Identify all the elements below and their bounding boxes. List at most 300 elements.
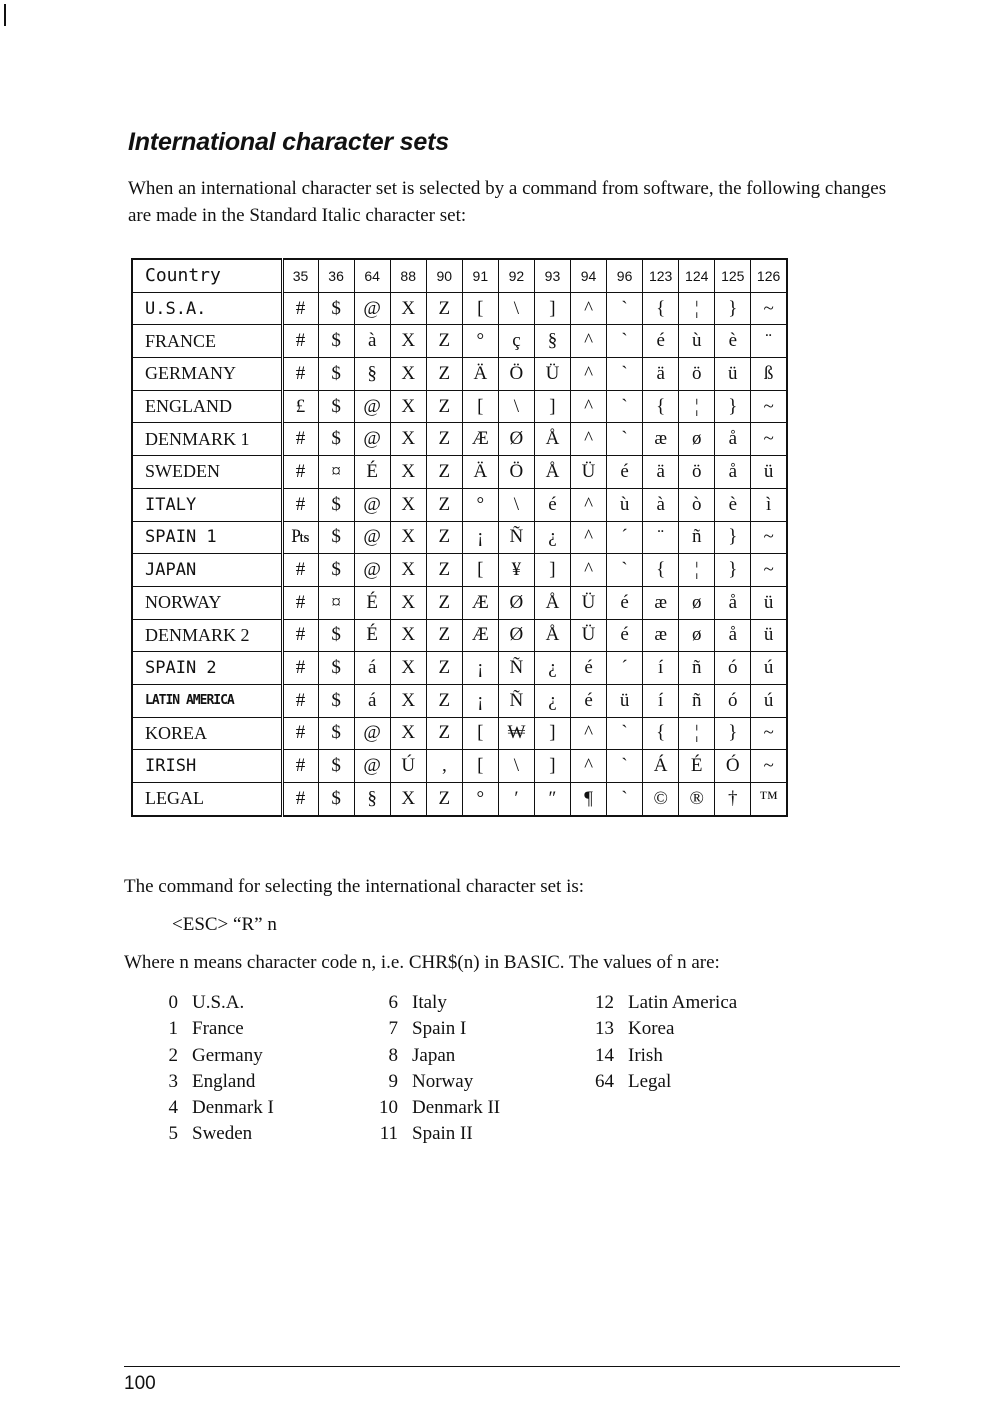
char-cell: # — [282, 554, 318, 587]
char-cell: ç — [498, 325, 534, 358]
value-number: 8 — [388, 1044, 398, 1066]
char-cell: Z — [426, 423, 462, 456]
char-cell: Á — [643, 750, 679, 783]
code-header: 64 — [354, 259, 390, 292]
char-cell: $ — [318, 783, 354, 816]
char-cell: é — [643, 325, 679, 358]
code-header: 96 — [607, 259, 643, 292]
char-cell: ~ — [751, 521, 787, 554]
char-cell: Z — [426, 717, 462, 750]
char-cell: X — [390, 717, 426, 750]
char-cell: # — [282, 456, 318, 489]
value-item — [368, 1095, 500, 1121]
char-cell: @ — [354, 750, 390, 783]
char-cell: é — [607, 586, 643, 619]
char-cell: # — [282, 717, 318, 750]
char-cell: [ — [462, 390, 498, 423]
value-number: 3 — [168, 1070, 178, 1092]
char-cell: © — [643, 783, 679, 816]
char-cell: ì — [751, 488, 787, 521]
country-cell: FRANCE — [132, 325, 282, 358]
char-cell: ó — [715, 684, 751, 717]
char-cell: å — [715, 456, 751, 489]
char-cell: ` — [607, 554, 643, 587]
char-cell: † — [715, 783, 751, 816]
value-number: 12 — [595, 992, 614, 1013]
char-cell: Z — [426, 488, 462, 521]
value-number: 7 — [388, 1018, 398, 1040]
char-cell: X — [390, 423, 426, 456]
value-name: Spain II — [412, 1123, 473, 1145]
char-cell: X — [390, 619, 426, 652]
char-cell: Z — [426, 390, 462, 423]
char-cell: # — [282, 325, 318, 358]
char-cell: ^ — [571, 292, 607, 325]
value-name: Sweden — [192, 1123, 253, 1145]
char-cell: ¦ — [679, 717, 715, 750]
char-cell: ~ — [751, 292, 787, 325]
values-column-3 — [584, 990, 737, 1095]
char-cell: @ — [354, 554, 390, 587]
char-cell: § — [534, 325, 570, 358]
value-number: 11 — [379, 1123, 398, 1145]
table-row — [132, 521, 787, 554]
char-cell: $ — [318, 292, 354, 325]
code-header: 93 — [534, 259, 570, 292]
char-cell: ^ — [571, 750, 607, 783]
country-cell: SPAIN 2 — [132, 652, 282, 685]
char-cell: @ — [354, 292, 390, 325]
char-cell: } — [715, 292, 751, 325]
char-cell: é — [571, 684, 607, 717]
values-intro: Where n means character code n, i.e. CHR$(n) in BASIC. The values of n are: — [124, 952, 720, 973]
char-cell: @ — [354, 423, 390, 456]
char-cell: # — [282, 586, 318, 619]
command-intro: The command for selecting the international character set is: — [124, 876, 585, 897]
char-cell: ´ — [607, 652, 643, 685]
char-cell: é — [607, 619, 643, 652]
char-cell: ~ — [751, 750, 787, 783]
table-row — [132, 292, 787, 325]
value-name: Denmark II — [412, 1097, 501, 1119]
table-row — [132, 750, 787, 783]
char-cell: Z — [426, 554, 462, 587]
char-cell: ò — [679, 488, 715, 521]
table-row — [132, 619, 787, 652]
char-cell: } — [715, 390, 751, 423]
country-header: Country — [132, 259, 282, 292]
char-cell: Ñ — [498, 521, 534, 554]
char-cell: \ — [498, 750, 534, 783]
value-number: 13 — [595, 1018, 614, 1040]
code-header: 91 — [462, 259, 498, 292]
code-header: 88 — [390, 259, 426, 292]
char-cell: X — [390, 684, 426, 717]
page-heading: International character sets — [128, 128, 449, 156]
country-cell: ENGLAND — [132, 390, 282, 423]
char-cell: $ — [318, 358, 354, 391]
char-cell: Ö — [498, 456, 534, 489]
value-name: Germany — [192, 1044, 263, 1066]
char-cell: Z — [426, 521, 462, 554]
page-number: 100 — [124, 1373, 156, 1394]
value-number: 4 — [168, 1097, 178, 1119]
country-cell: IRISH — [132, 750, 282, 783]
char-cell: Z — [426, 292, 462, 325]
char-cell: ® — [679, 783, 715, 816]
value-number: 64 — [595, 1070, 614, 1092]
char-cell: ` — [607, 783, 643, 816]
value-item — [160, 990, 274, 1016]
char-cell: Z — [426, 325, 462, 358]
char-cell: X — [390, 456, 426, 489]
value-name: Legal — [628, 1070, 672, 1092]
char-cell: ¥ — [498, 554, 534, 587]
code-header: 90 — [426, 259, 462, 292]
char-cell: # — [282, 783, 318, 816]
char-cell: è — [715, 325, 751, 358]
char-cell: ö — [679, 358, 715, 391]
char-cell: ^ — [571, 554, 607, 587]
char-cell: æ — [643, 619, 679, 652]
char-cell: è — [715, 488, 751, 521]
char-cell: É — [679, 750, 715, 783]
char-cell: Ö — [498, 358, 534, 391]
char-cell: # — [282, 619, 318, 652]
value-item — [584, 1069, 737, 1095]
char-cell: ú — [751, 652, 787, 685]
char-cell: \ — [498, 390, 534, 423]
char-cell: å — [715, 586, 751, 619]
char-cell: ó — [715, 652, 751, 685]
char-cell: } — [715, 554, 751, 587]
country-cell: KOREA — [132, 717, 282, 750]
char-cell: ü — [751, 586, 787, 619]
char-cell: ¨ — [751, 325, 787, 358]
char-cell: { — [643, 554, 679, 587]
char-cell: í — [643, 684, 679, 717]
value-number: 6 — [388, 992, 398, 1013]
char-cell: [ — [462, 292, 498, 325]
code-header: 126 — [751, 259, 787, 292]
table-row — [132, 684, 787, 717]
char-cell: { — [643, 390, 679, 423]
char-cell: ″ — [534, 783, 570, 816]
char-cell: ] — [534, 554, 570, 587]
value-item — [368, 990, 500, 1016]
country-cell: NORWAY — [132, 586, 282, 619]
char-cell: # — [282, 652, 318, 685]
char-cell: # — [282, 292, 318, 325]
char-cell: ä — [643, 358, 679, 391]
char-cell: ¤ — [318, 586, 354, 619]
char-cell: ° — [462, 488, 498, 521]
char-cell: X — [390, 325, 426, 358]
header-row — [132, 259, 787, 292]
char-cell: X — [390, 783, 426, 816]
table-row — [132, 717, 787, 750]
char-cell: X — [390, 488, 426, 521]
char-cell: ù — [607, 488, 643, 521]
char-cell: ‚ — [426, 750, 462, 783]
char-cell: $ — [318, 684, 354, 717]
char-cell: @ — [354, 488, 390, 521]
char-cell: ø — [679, 423, 715, 456]
char-cell: ü — [751, 456, 787, 489]
char-cell: ¡ — [462, 521, 498, 554]
table-row — [132, 554, 787, 587]
table-row — [132, 652, 787, 685]
char-cell: $ — [318, 554, 354, 587]
char-cell: Z — [426, 456, 462, 489]
value-item — [160, 1069, 274, 1095]
table-header — [132, 259, 787, 292]
char-cell: ` — [607, 325, 643, 358]
code-header: 94 — [571, 259, 607, 292]
char-cell: á — [354, 652, 390, 685]
char-cell: É — [354, 619, 390, 652]
char-cell: $ — [318, 423, 354, 456]
value-name: U.S.A. — [192, 992, 245, 1013]
char-cell: ^ — [571, 423, 607, 456]
char-cell: ™ — [751, 783, 787, 816]
char-cell: ñ — [679, 652, 715, 685]
char-cell: X — [390, 521, 426, 554]
value-item — [160, 1043, 274, 1069]
char-cell: ^ — [571, 358, 607, 391]
character-set-table — [131, 258, 788, 817]
char-cell: @ — [354, 390, 390, 423]
char-cell: } — [715, 717, 751, 750]
country-cell: DENMARK 2 — [132, 619, 282, 652]
char-cell: Z — [426, 619, 462, 652]
char-cell: ` — [607, 358, 643, 391]
char-cell: ¦ — [679, 292, 715, 325]
char-cell: ¦ — [679, 390, 715, 423]
char-cell: \ — [498, 292, 534, 325]
char-cell: Z — [426, 684, 462, 717]
char-cell: ñ — [679, 521, 715, 554]
char-cell: ] — [534, 717, 570, 750]
char-cell: ü — [751, 619, 787, 652]
char-cell: ¶ — [571, 783, 607, 816]
value-item — [584, 1043, 737, 1069]
char-cell: å — [715, 619, 751, 652]
table-row — [132, 783, 787, 816]
char-cell: ` — [607, 750, 643, 783]
value-number: 10 — [379, 1097, 398, 1119]
char-cell: { — [643, 717, 679, 750]
char-cell: ° — [462, 783, 498, 816]
char-cell: ] — [534, 750, 570, 783]
value-name: Norway — [412, 1070, 474, 1092]
char-cell: Ä — [462, 358, 498, 391]
char-cell: ° — [462, 325, 498, 358]
char-cell: É — [354, 586, 390, 619]
char-cell: Ñ — [498, 652, 534, 685]
char-cell: $ — [318, 521, 354, 554]
char-cell: ¨ — [643, 521, 679, 554]
char-cell: æ — [643, 423, 679, 456]
char-cell: Z — [426, 652, 462, 685]
char-cell: ¿ — [534, 521, 570, 554]
char-cell: ` — [607, 717, 643, 750]
value-item — [368, 1043, 500, 1069]
char-cell: $ — [318, 652, 354, 685]
char-cell: [ — [462, 717, 498, 750]
table-row — [132, 488, 787, 521]
value-name: Irish — [628, 1044, 663, 1066]
value-number: 9 — [388, 1070, 398, 1092]
char-cell: X — [390, 586, 426, 619]
char-cell: Ú — [390, 750, 426, 783]
char-cell: $ — [318, 750, 354, 783]
char-cell: å — [715, 423, 751, 456]
char-cell: Ø — [498, 586, 534, 619]
char-cell: § — [354, 783, 390, 816]
char-cell: Å — [534, 619, 570, 652]
char-cell: ^ — [571, 325, 607, 358]
value-name: France — [192, 1018, 244, 1040]
char-cell: ′ — [498, 783, 534, 816]
char-cell: É — [354, 456, 390, 489]
table-body — [132, 292, 787, 816]
char-cell: é — [607, 456, 643, 489]
char-cell: ¿ — [534, 652, 570, 685]
char-cell: } — [715, 521, 751, 554]
char-cell: $ — [318, 390, 354, 423]
value-item — [368, 1016, 500, 1042]
char-cell: # — [282, 684, 318, 717]
char-cell: ~ — [751, 390, 787, 423]
char-cell: X — [390, 358, 426, 391]
char-cell: ¦ — [679, 554, 715, 587]
value-item — [160, 1121, 274, 1147]
table-row — [132, 586, 787, 619]
char-cell: ₧ — [282, 521, 318, 554]
value-number: 1 — [168, 1018, 178, 1040]
margin-mark — [4, 4, 6, 26]
char-cell: Ó — [715, 750, 751, 783]
table-row — [132, 390, 787, 423]
value-item — [584, 990, 737, 1016]
char-cell: ^ — [571, 488, 607, 521]
char-cell: Æ — [462, 586, 498, 619]
code-header: 92 — [498, 259, 534, 292]
char-cell: Ü — [534, 358, 570, 391]
char-cell: ^ — [571, 521, 607, 554]
value-item — [160, 1095, 274, 1121]
char-cell: ú — [751, 684, 787, 717]
char-cell: \ — [498, 488, 534, 521]
value-name: Spain I — [412, 1018, 467, 1040]
char-cell: # — [282, 423, 318, 456]
values-column-2 — [368, 990, 500, 1148]
char-cell: æ — [643, 586, 679, 619]
value-item — [368, 1121, 500, 1147]
char-cell: [ — [462, 750, 498, 783]
country-cell: JAPAN — [132, 554, 282, 587]
table-row — [132, 423, 787, 456]
char-cell: ¤ — [318, 456, 354, 489]
char-cell: Å — [534, 586, 570, 619]
value-item — [160, 1016, 274, 1042]
value-number: 0 — [168, 992, 178, 1013]
char-cell: ^ — [571, 717, 607, 750]
char-cell: í — [643, 652, 679, 685]
char-cell: Z — [426, 783, 462, 816]
char-cell: # — [282, 750, 318, 783]
char-cell: ~ — [751, 423, 787, 456]
char-cell: ß — [751, 358, 787, 391]
code-header: 123 — [643, 259, 679, 292]
char-cell: { — [643, 292, 679, 325]
char-cell: ~ — [751, 554, 787, 587]
value-name: Korea — [628, 1018, 675, 1040]
command-code — [172, 914, 277, 936]
char-cell: $ — [318, 619, 354, 652]
char-cell: X — [390, 292, 426, 325]
char-cell: @ — [354, 521, 390, 554]
char-cell: à — [354, 325, 390, 358]
char-cell: ` — [607, 423, 643, 456]
char-cell: ø — [679, 586, 715, 619]
value-name: Japan — [412, 1044, 456, 1066]
char-cell: Æ — [462, 423, 498, 456]
char-cell: Ü — [571, 586, 607, 619]
char-cell: é — [534, 488, 570, 521]
command-code-text: <ESC> “R” n — [172, 914, 277, 935]
char-cell: Ø — [498, 619, 534, 652]
char-cell: Z — [426, 358, 462, 391]
char-cell: à — [643, 488, 679, 521]
char-cell: Å — [534, 423, 570, 456]
char-cell: $ — [318, 488, 354, 521]
char-cell: ñ — [679, 684, 715, 717]
char-cell: ~ — [751, 717, 787, 750]
intro-paragraph: When an international character set is selected by a command from software, the following changes are made in the Standard Italic character set: — [128, 178, 887, 226]
char-cell: X — [390, 652, 426, 685]
country-cell: SPAIN 1 — [132, 521, 282, 554]
char-cell: ` — [607, 390, 643, 423]
char-cell: ´ — [607, 521, 643, 554]
country-cell: DENMARK 1 — [132, 423, 282, 456]
char-cell: ü — [715, 358, 751, 391]
code-header: 124 — [679, 259, 715, 292]
char-cell: Å — [534, 456, 570, 489]
char-cell: X — [390, 554, 426, 587]
char-cell: ü — [607, 684, 643, 717]
char-cell: ] — [534, 390, 570, 423]
char-cell: £ — [282, 390, 318, 423]
char-cell: # — [282, 488, 318, 521]
table-row — [132, 358, 787, 391]
values-column-1 — [160, 990, 274, 1148]
table-row — [132, 325, 787, 358]
char-cell: $ — [318, 717, 354, 750]
char-cell: ` — [607, 292, 643, 325]
country-cell: GERMANY — [132, 358, 282, 391]
char-cell: ö — [679, 456, 715, 489]
char-cell: ¿ — [534, 684, 570, 717]
char-cell: [ — [462, 554, 498, 587]
country-cell: U.S.A. — [132, 292, 282, 325]
char-cell: $ — [318, 325, 354, 358]
code-header: 36 — [318, 259, 354, 292]
char-cell: á — [354, 684, 390, 717]
char-cell: Ø — [498, 423, 534, 456]
country-cell: LATIN AMERICA — [132, 684, 282, 717]
